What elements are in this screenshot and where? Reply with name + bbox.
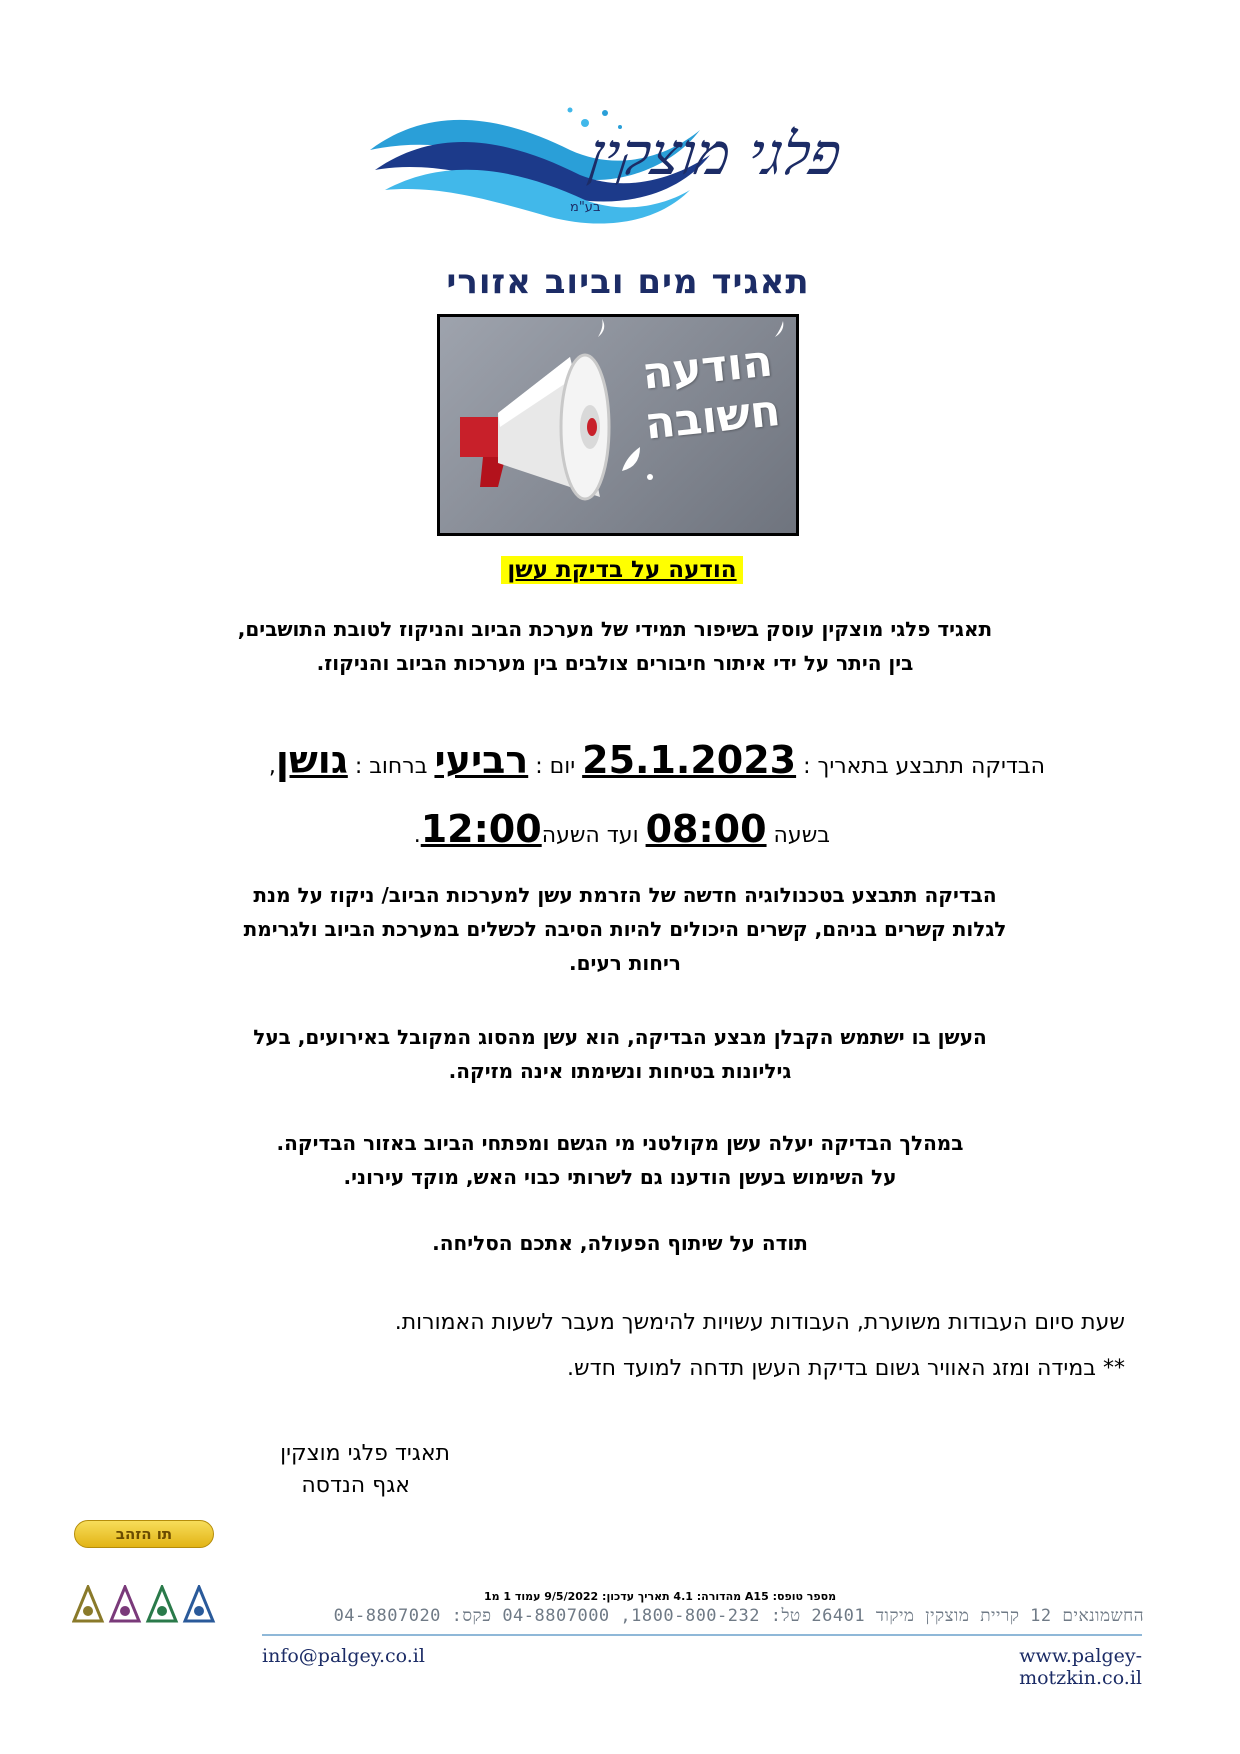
smoke-notice-paragraph (150, 1126, 1090, 1194)
intro-line1: תאגיד פלגי מוצקין עוסק בשיפור תמידי של מערכת הביוב והניקוז לטובת התושבים, (237, 617, 993, 641)
schedule-date-line (150, 738, 1045, 782)
logo-suffix: בע"מ (570, 200, 601, 215)
notes (150, 1300, 1125, 1392)
p2-line3: ריחות רעים. (569, 951, 681, 975)
date-value: 25.1.2023 (582, 738, 797, 782)
signature-department: אגף הנדסה (301, 1473, 410, 1498)
cert-emblem-icon (148, 1587, 176, 1621)
email-link[interactable]: info@palgey.co.il (262, 1645, 425, 1667)
footer-divider (262, 1634, 1142, 1636)
intro-paragraph (110, 612, 1120, 680)
p4-line1: במהלך הבדיקה יעלה עשן מקולטני מי הגשם ומפתחי הביוב באזור הבדיקה. (276, 1131, 964, 1155)
announcement-line1: הודעה (639, 335, 776, 400)
time-prefix: בשעה (773, 823, 830, 848)
cert-emblem-icon (74, 1587, 102, 1621)
cert-emblem-icon (185, 1587, 213, 1621)
certification-emblems (72, 1585, 220, 1629)
schedule-time-line (150, 807, 830, 851)
p3-line1: העשן בו ישתמש הקבלן מבצע הבדיקה, הוא עשן מהסוג המקובל באירועים, בעל (253, 1025, 987, 1049)
p2-line1: הבדיקה תתבצע בטכנולוגיה חדשה של הזרמת עשן למערכות הביוב/ ניקוז על מנת (253, 883, 997, 907)
smoke-safety-paragraph (150, 1020, 1090, 1088)
logo-name: פלגי מוצקין (584, 120, 846, 188)
document-meta: מספר טופס: A15 מהדורה: 4.1 תאריך עדכון: 9/5/2022 עמוד 1 מ1 (483, 1590, 837, 1603)
street-value: גושן (275, 738, 348, 782)
note-end-time: שעת סיום העבודות משוערת, העבודות עשויות להימשך מעבר לשעות האמורות. (394, 1310, 1125, 1335)
time-from: 08:00 (645, 807, 767, 851)
p4-line2: על השימוש בעשן הודענו גם לשרותי כבוי האש, מוקד עירוני. (343, 1165, 897, 1189)
announcement-text (615, 334, 799, 452)
day-value: רביעי (434, 738, 529, 782)
thanks-line: תודה על שיתוף הפעולה, אתכם הסליחה. (432, 1231, 808, 1255)
day-label: יום : (535, 754, 576, 779)
intro-line2: בין היתר על ידי איתור חיבורים צולבים בין מערכות הביוב והניקוז. (316, 651, 914, 675)
date-prefix: הבדיקה תתבצע בתאריך : (803, 754, 1045, 779)
contact-line: החשמונאים 12 קריית מוצקין מיקוד 26401 טל: 1800-800-232, 04-8807000 פקס: 04-8807020 (333, 1606, 1144, 1626)
headline (482, 557, 762, 583)
headline-text: הודעה על בדיקת עשן (501, 556, 742, 584)
announcement-image (437, 314, 799, 536)
award-label: תו הזהב (115, 1525, 173, 1543)
note-weather: ** במידה ומזג האוויר גשום בדיקת העשן תדחה למועד חדש. (566, 1356, 1125, 1381)
time-suffix: . (413, 823, 421, 848)
logo-subtitle: תאגיד מים וביוב אזורי (446, 262, 810, 302)
cert-emblem-icon (111, 1587, 139, 1621)
street-label: ברחוב : (354, 754, 428, 779)
signature-company: תאגיד פלגי מוצקין (280, 1441, 450, 1466)
time-to: 12:00 (420, 807, 542, 851)
website-link[interactable]: www.palgey-motzkin.co.il (1019, 1645, 1142, 1689)
announcement-line2: חשובה (642, 384, 783, 450)
p2-line2: לגלות קשרים בניהם, קשרים היכולים להיות הסיבה לכשלים במערכת הביוב ולגרימת (243, 917, 1007, 941)
p3-line2: גיליונות בטיחות ונשימתו אינה מזיקה. (448, 1059, 792, 1083)
technology-paragraph (120, 878, 1130, 980)
thanks-paragraph (150, 1226, 1090, 1260)
gold-award-badge (74, 1520, 214, 1548)
time-until-label: ועד השעה (541, 823, 639, 848)
signature (200, 1438, 450, 1502)
street-suffix: , (268, 754, 276, 779)
